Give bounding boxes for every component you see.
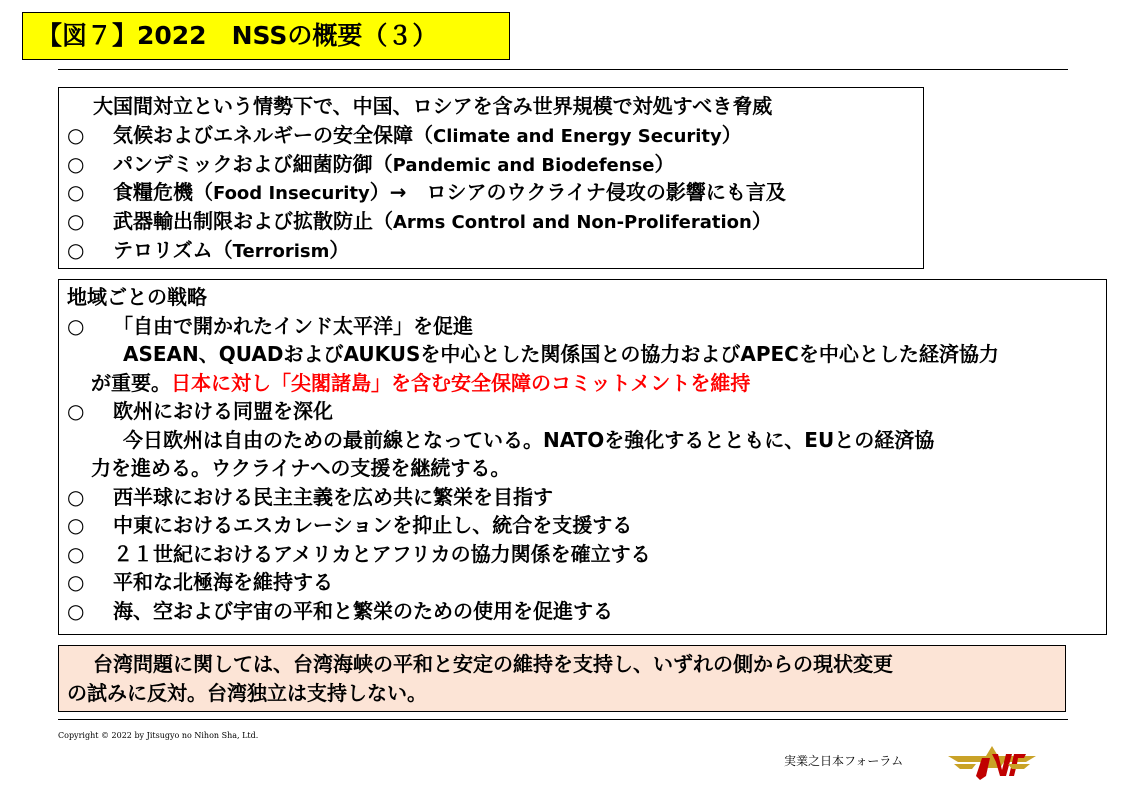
strategy-item: ○ ２１世紀におけるアメリカとアフリカの協力関係を確立する bbox=[67, 540, 1106, 569]
taiwan-box bbox=[58, 645, 1066, 712]
threat-item: ○ テロリズム（Terrorism） bbox=[67, 236, 923, 265]
bullet-marker: ○ bbox=[67, 122, 85, 147]
strategy-item: ○ 海、空および宇宙の平和と繁栄のための使用を促進する bbox=[67, 597, 1106, 626]
bullet-marker: ○ bbox=[67, 151, 85, 176]
jnf-logo-icon bbox=[946, 742, 1038, 782]
indo-pacific-desc: ASEAN、QUADおよびAUKUSを中心とした関係国との協力およびAPECを中心とした経済協力 bbox=[123, 342, 999, 366]
strategy-item: ○ 中東におけるエスカレーションを抑止し、統合を支援する bbox=[67, 511, 1106, 540]
threat-item: ○ 気候およびエネルギーの安全保障（Climate and Energy Security） bbox=[67, 121, 923, 150]
strategy-item: ○ 平和な北極海を維持する bbox=[67, 568, 1106, 597]
top-divider bbox=[58, 69, 1068, 70]
strategy-item-europe: ○ 欧州における同盟を深化 bbox=[67, 397, 1106, 426]
bullet-marker: ○ bbox=[67, 209, 85, 234]
regional-heading: 地域ごとの戦略 bbox=[67, 285, 207, 309]
bullet-marker: ○ bbox=[67, 313, 85, 338]
bullet-marker: ○ bbox=[67, 484, 85, 509]
bullet-marker: ○ bbox=[67, 399, 85, 423]
bullet-marker: ○ bbox=[67, 237, 85, 262]
europe-desc: 今日欧州は自由のための最前線となっている。NATOを強化するとともに、EUとの経済協 bbox=[123, 427, 935, 452]
strategy-item-indo-pacific: ○ 「自由で開かれたインド太平洋」を促進 bbox=[67, 312, 1106, 341]
bullet-marker: ○ bbox=[67, 180, 85, 205]
regional-strategy-box bbox=[58, 279, 1107, 635]
bullet-marker: ○ bbox=[67, 598, 85, 623]
page-title: 【図７】2022 NSSの概要（３） bbox=[22, 12, 510, 60]
threat-item: ○ 食糧危機（Food Insecurity）→ ロシアのウクライナ侵攻の影響にも言及 bbox=[67, 178, 923, 207]
threat-item: ○ パンデミックおよび細菌防御（Pandemic and Biodefense） bbox=[67, 150, 923, 179]
threats-heading: 大国間対立という情勢下で、中国、ロシアを含み世界規模で対処すべき脅威 bbox=[93, 94, 773, 118]
strategy-item: ○ 西半球における民主主義を広め共に繁栄を目指す bbox=[67, 483, 1106, 512]
indo-pacific-desc-cont: が重要。日本に対し「尖閣諸島」を含む安全保障のコミットメントを維持 bbox=[91, 370, 751, 395]
bullet-marker: ○ bbox=[67, 513, 85, 537]
bullet-marker: ○ bbox=[67, 570, 85, 594]
bullet-marker: ○ bbox=[67, 541, 85, 566]
senkaku-emphasis: 日本に対し「尖閣諸島」を含む安全保障のコミットメントを維持 bbox=[171, 370, 751, 395]
taiwan-line-1: 台湾問題に関しては、台湾海峡の平和と安定の維持を支持し、いずれの側からの現状変更 bbox=[93, 652, 893, 676]
copyright-text: Copyright © 2022 by Jitsugyo no Nihon Sha, Ltd. bbox=[58, 731, 259, 740]
europe-desc-cont: 力を進める。ウクライナへの支援を継続する。 bbox=[91, 456, 511, 480]
threat-item: ○ 武器輸出制限および拡散防止（Arms Control and Non-Proliferation） bbox=[67, 207, 923, 236]
taiwan-line-2: の試みに反対。台湾独立は支持しない。 bbox=[67, 681, 427, 705]
threats-box bbox=[58, 87, 924, 269]
forum-name: 実業之日本フォーラム bbox=[784, 754, 904, 768]
bottom-divider bbox=[58, 719, 1068, 720]
